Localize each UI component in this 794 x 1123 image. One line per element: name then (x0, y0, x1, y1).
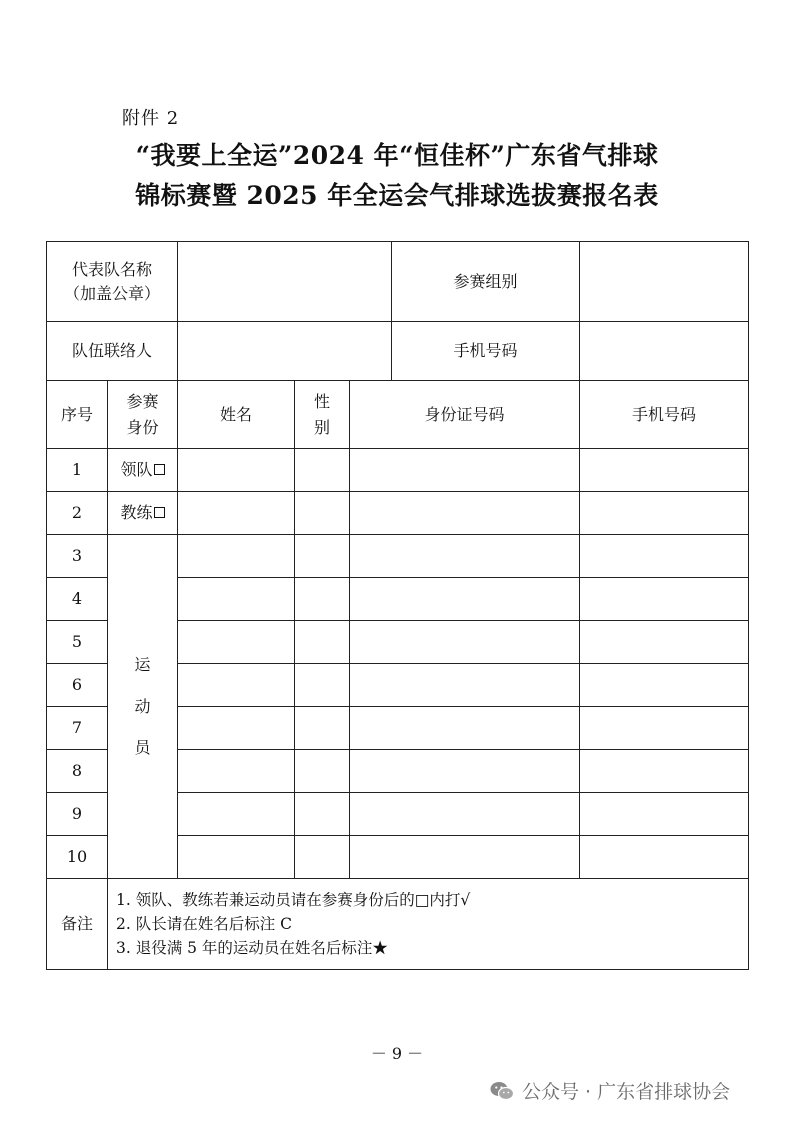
phone-cell[interactable] (580, 664, 749, 707)
gender-cell[interactable] (295, 707, 350, 750)
id-number-cell[interactable] (350, 750, 580, 793)
contact-phone-label: 手机号码 (392, 322, 580, 381)
gender-cell[interactable] (295, 535, 350, 578)
title-line-1: “我要上全运”2024 年“恒佳杯”广东省气排球 (135, 141, 659, 170)
name-cell[interactable] (178, 492, 295, 535)
header-role: 参赛 身份 (108, 381, 178, 449)
row-number: 7 (47, 707, 108, 750)
name-cell[interactable] (178, 535, 295, 578)
gender-cell[interactable] (295, 836, 350, 879)
gender-cell[interactable] (295, 449, 350, 492)
id-number-cell[interactable] (350, 578, 580, 621)
name-cell[interactable] (178, 793, 295, 836)
id-number-cell[interactable] (350, 664, 580, 707)
row-number: 2 (47, 492, 108, 535)
gender-cell[interactable] (295, 750, 350, 793)
team-name-label: 代表队名称 （加盖公章） (47, 242, 178, 322)
gender-cell[interactable] (295, 492, 350, 535)
row-number: 3 (47, 535, 108, 578)
name-cell[interactable] (178, 578, 295, 621)
contact-label: 队伍联络人 (47, 322, 178, 381)
watermark-text: 公众号 · 广东省排球协会 (522, 1081, 731, 1103)
name-cell[interactable] (178, 449, 295, 492)
athlete-char: 运 (134, 655, 151, 675)
table-row (47, 492, 749, 535)
role-coach-cell (108, 492, 178, 535)
name-cell[interactable] (178, 750, 295, 793)
phone-cell[interactable] (580, 836, 749, 879)
id-number-cell[interactable] (350, 621, 580, 664)
table-row (47, 449, 749, 492)
row-number: 1 (47, 449, 108, 492)
role-label: 教练 (120, 503, 153, 523)
header-no: 序号 (47, 381, 108, 449)
column-header-row (47, 381, 749, 449)
name-cell[interactable] (178, 664, 295, 707)
note-item: 1. 领队、教练若兼运动员请在参赛身份后的□内打√ (116, 890, 471, 909)
role-label: 领队 (120, 460, 153, 480)
group-field[interactable] (580, 242, 749, 322)
name-cell[interactable] (178, 707, 295, 750)
header-id-number: 身份证号码 (350, 381, 580, 449)
notes-row (47, 879, 749, 970)
phone-cell[interactable] (580, 535, 749, 578)
checkbox-coach[interactable] (154, 507, 165, 518)
phone-cell[interactable] (580, 621, 749, 664)
notes-label: 备注 (47, 879, 108, 970)
gender-cell[interactable] (295, 621, 350, 664)
watermark (490, 1077, 730, 1104)
registration-form-table (46, 241, 749, 970)
group-label: 参赛组别 (392, 242, 580, 322)
note-item: 2. 队长请在姓名后标注 C (116, 914, 293, 933)
note-item: 3. 退役满 5 年的运动员在姓名后标注★ (116, 939, 388, 957)
team-name-field[interactable] (178, 242, 392, 322)
notes-content (108, 879, 749, 970)
row-number: 9 (47, 793, 108, 836)
phone-cell[interactable] (580, 793, 749, 836)
row-number: 5 (47, 621, 108, 664)
gender-cell[interactable] (295, 578, 350, 621)
contact-row (47, 322, 749, 381)
phone-cell[interactable] (580, 492, 749, 535)
row-number: 10 (47, 836, 108, 879)
contact-phone-field[interactable] (580, 322, 749, 381)
title-line-2: 锦标赛暨 2025 年全运会气排球选拔赛报名表 (135, 181, 659, 210)
athlete-char: 员 (134, 738, 151, 758)
team-name-row (47, 242, 749, 322)
phone-cell[interactable] (580, 750, 749, 793)
id-number-cell[interactable] (350, 793, 580, 836)
table-row (47, 535, 749, 578)
attachment-label: 附件 2 (122, 108, 180, 129)
header-phone: 手机号码 (580, 381, 749, 449)
id-number-cell[interactable] (350, 449, 580, 492)
page-number: － 9 － (370, 1044, 424, 1063)
checkbox-leader[interactable] (154, 464, 165, 475)
name-cell[interactable] (178, 836, 295, 879)
contact-field[interactable] (178, 322, 392, 381)
athlete-role-cell (108, 535, 178, 879)
athlete-char: 动 (134, 696, 151, 716)
id-number-cell[interactable] (350, 836, 580, 879)
header-name: 姓名 (178, 381, 295, 449)
id-number-cell[interactable] (350, 707, 580, 750)
row-number: 8 (47, 750, 108, 793)
gender-cell[interactable] (295, 664, 350, 707)
phone-cell[interactable] (580, 578, 749, 621)
phone-cell[interactable] (580, 449, 749, 492)
gender-cell[interactable] (295, 793, 350, 836)
id-number-cell[interactable] (350, 492, 580, 535)
row-number: 4 (47, 578, 108, 621)
role-leader-cell (108, 449, 178, 492)
id-number-cell[interactable] (350, 535, 580, 578)
row-number: 6 (47, 664, 108, 707)
header-gender: 性 别 (295, 381, 350, 449)
phone-cell[interactable] (580, 707, 749, 750)
name-cell[interactable] (178, 621, 295, 664)
wechat-icon (490, 1081, 514, 1101)
